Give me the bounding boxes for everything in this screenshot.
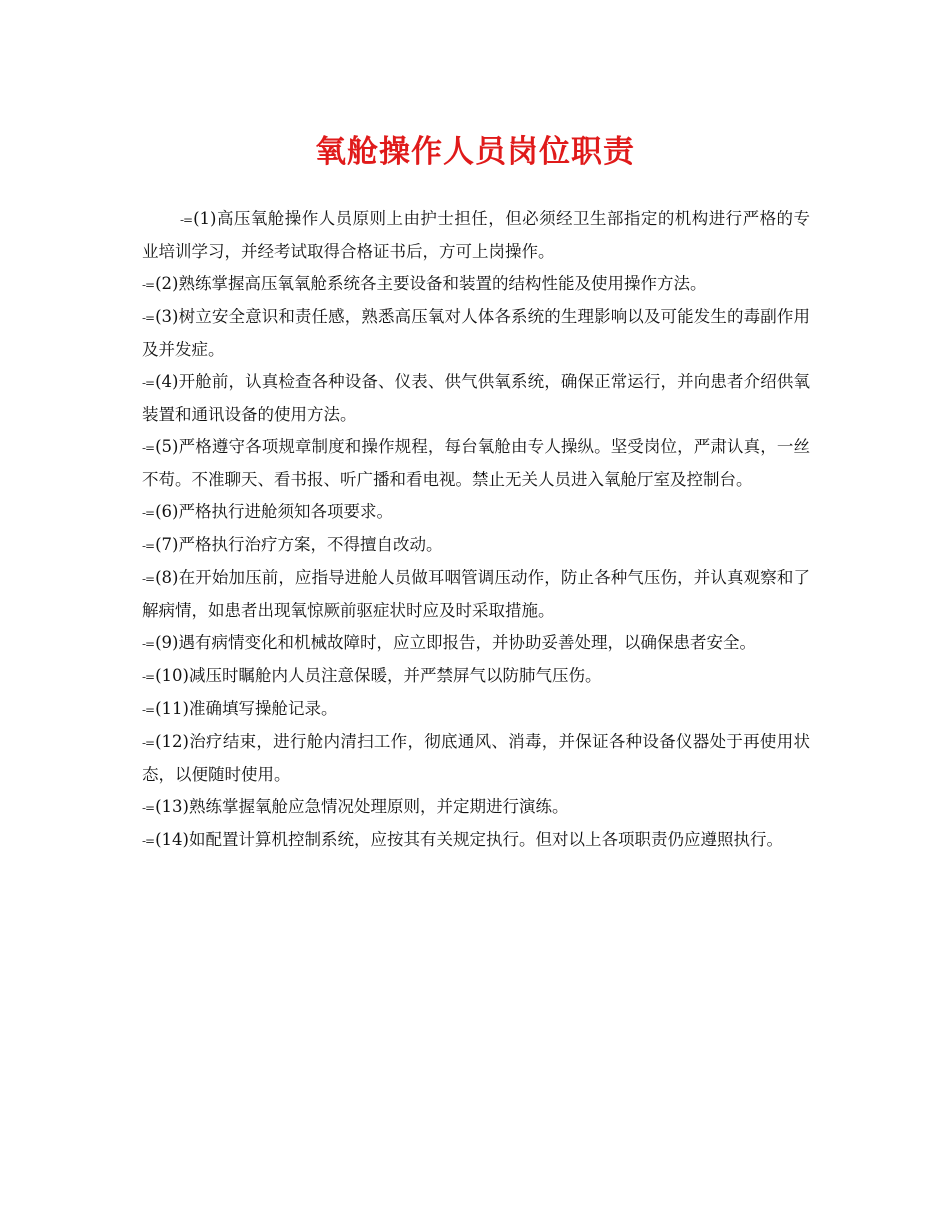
paragraph-marker: -= [142,311,155,325]
paragraph-3 [142,301,810,366]
paragraph-8 [142,562,810,627]
paragraph-text: (12)治疗结束，进行舱内清扫工作，彻底通风、消毒，并保证各种设备仪器处于再使用状态，以便随时使用。 [142,732,810,784]
paragraph-text: (4)开舱前，认真检查各种设备、仪表、供气供氧系统，确保正常运行，并向患者介绍供氧装置和通讯设备的使用方法。 [142,372,810,424]
paragraph-text: (3)树立安全意识和责任感，熟悉高压氧对人体各系统的生理影响以及可能发生的毒副作用及并发症。 [142,307,810,359]
paragraph-text: (10)减压时瞩舱内人员注意保暖，并严禁屏气以防肺气压伤。 [155,666,602,685]
paragraph-11 [142,693,810,726]
paragraph-10 [142,660,810,693]
document-body [142,203,810,857]
paragraph-text: (9)遇有病情变化和机械故障时，应立即报告，并协助妥善处理，以确保患者安全。 [155,633,756,652]
paragraph-7 [142,529,810,562]
paragraph-marker: -= [142,278,155,292]
paragraph-text: (1)高压氧舱操作人员原则上由护士担任，但必须经卫生部指定的机构进行严格的专业培训学习，并经考试取得合格证书后，方可上岗操作。 [142,209,810,261]
paragraph-text: (5)严格遵守各项规章制度和操作规程，每台氧舱由专人操纵。坚受岗位，严肃认真，一丝不苟。不准聊天、看书报、听广播和看电视。禁止无关人员进入氧舱厅室及控制台。 [142,437,810,489]
paragraph-marker: -= [142,801,155,815]
paragraph-14 [142,824,810,857]
paragraph-6 [142,496,810,529]
paragraph-marker: -= [180,213,193,227]
paragraph-text: (6)严格执行进舱须知各项要求。 [155,502,393,521]
paragraph-12 [142,726,810,791]
paragraph-5 [142,431,810,496]
paragraph-marker: -= [142,539,155,553]
paragraph-marker: -= [142,834,155,848]
paragraph-13 [142,791,810,824]
paragraph-text: (8)在开始加压前，应指导进舱人员做耳咽管调压动作，防止各种气压伤，并认真观察和了解病情，如患者出现氧惊厥前驱症状时应及时采取措施。 [142,568,810,620]
paragraph-text: (11)准确填写操舱记录。 [155,699,338,718]
paragraph-marker: -= [142,376,155,390]
paragraph-marker: -= [142,637,155,651]
paragraph-4 [142,366,810,431]
paragraph-text: (13)熟练掌握氧舱应急情况处理原则，并定期进行演练。 [155,797,569,816]
paragraph-text: (7)严格执行治疗方案，不得擅自改动。 [155,535,443,554]
paragraph-marker: -= [142,670,155,684]
paragraph-text: (14)如配置计算机控制系统，应按其有关规定执行。但对以上各项职责仍应遵照执行。 [155,830,783,849]
paragraph-marker: -= [142,506,155,520]
paragraph-1 [142,203,810,268]
paragraph-marker: -= [142,572,155,586]
paragraph-marker: -= [142,441,155,455]
paragraph-text: (2)熟练掌握高压氧氧舱系统各主要设备和装置的结构性能及使用操作方法。 [155,274,707,293]
paragraph-9 [142,627,810,660]
paragraph-2 [142,268,810,301]
paragraph-marker: -= [142,703,155,717]
paragraph-marker: -= [142,736,155,750]
document-title: 氧舱操作人员岗位职责 [315,134,635,170]
